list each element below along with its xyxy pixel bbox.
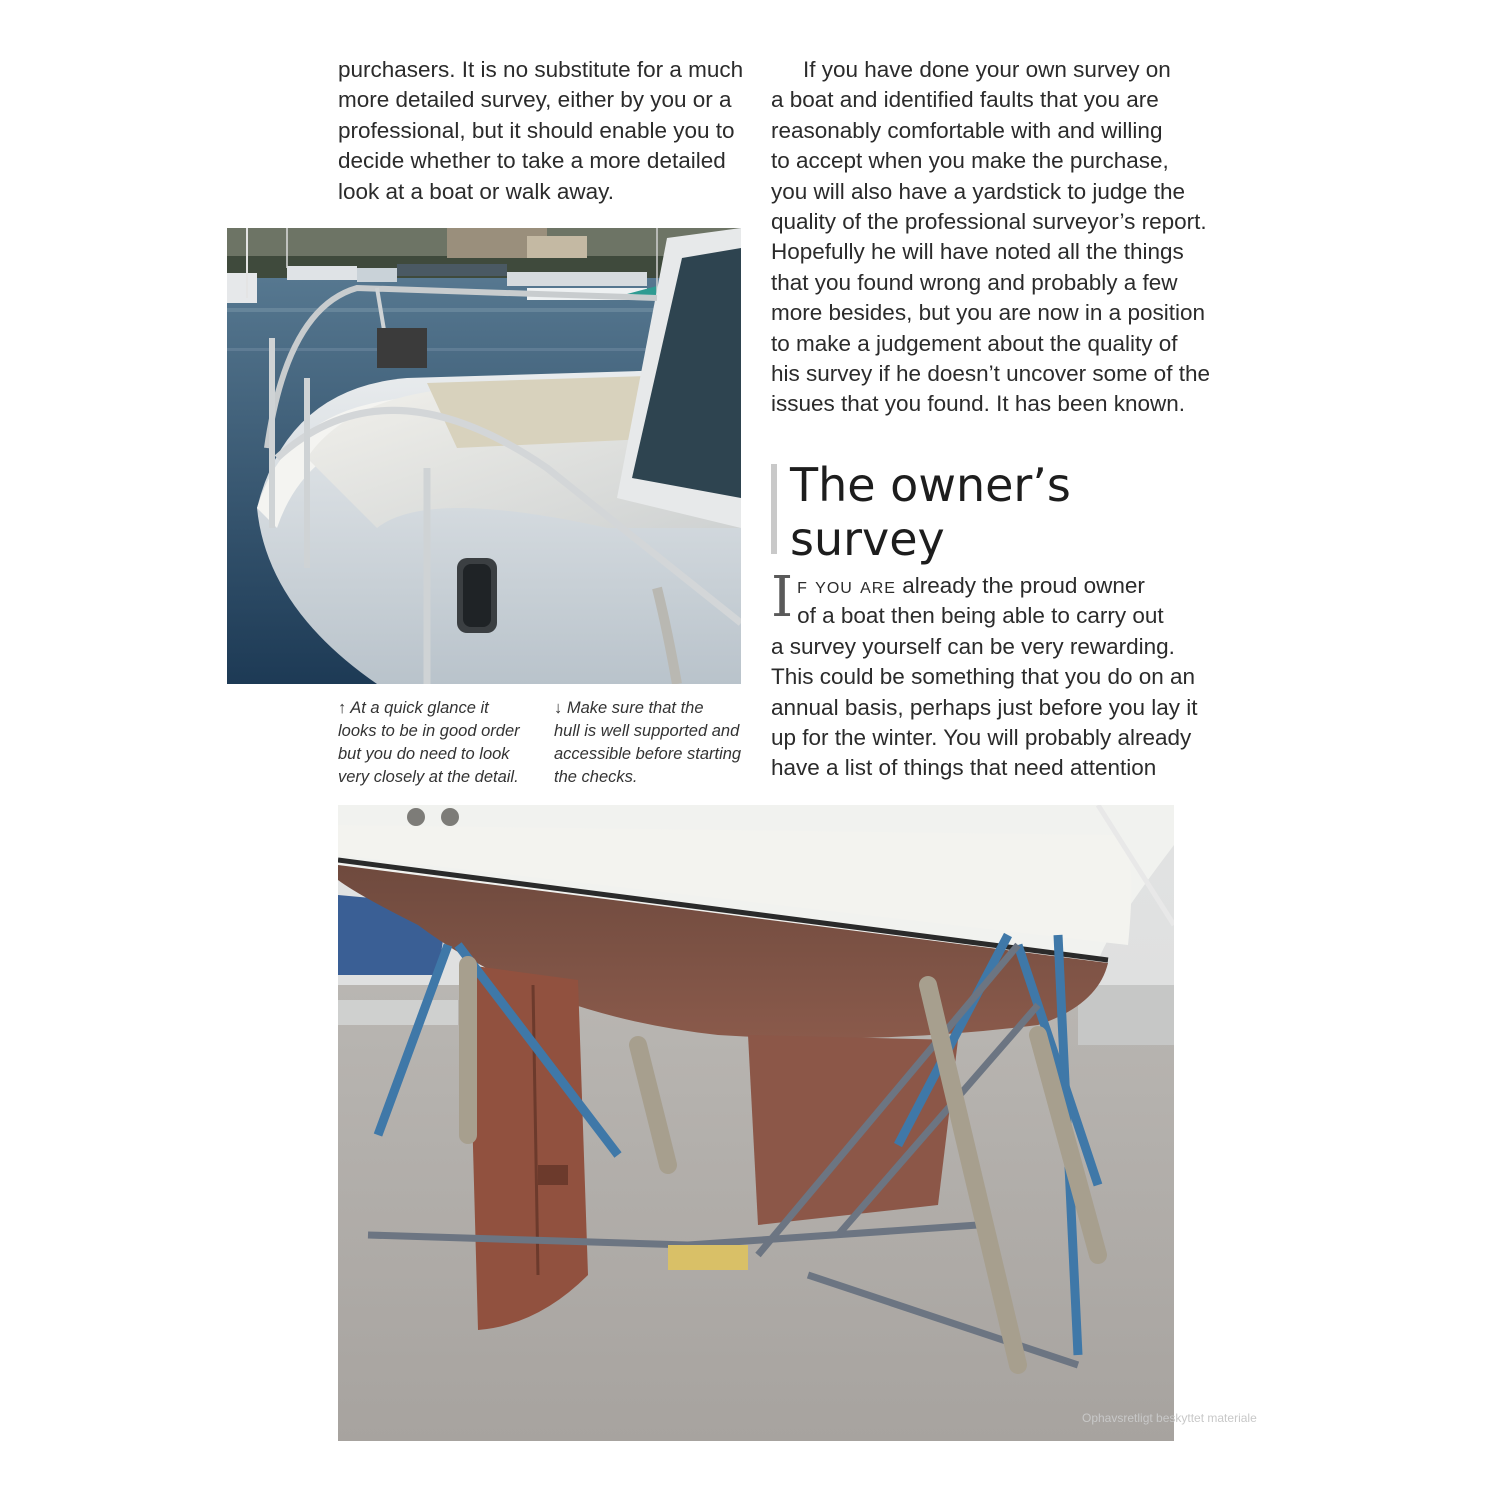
text-line: more besides, but you are now in a position (771, 300, 1206, 326)
text-line: a boat and identified faults that you are (771, 87, 1159, 113)
text-line: a survey yourself can be very rewarding. (771, 633, 1175, 659)
photo-caption-up (338, 697, 533, 789)
text-line: up for the winter. You will probably already (771, 725, 1192, 751)
section-title-line1: The owner’s (790, 458, 1071, 512)
text-line: purchasers. It is no substitute for a much (338, 57, 744, 82)
text-line: more detailed survey, either by you or a (338, 87, 732, 113)
section-body (771, 565, 1198, 784)
text-line: reasonably comfortable with and willing (771, 117, 1163, 143)
text-line: professional, but it should enable you to (338, 117, 735, 143)
watermark: Ophavsretligt beskyttet materiale (1082, 1411, 1257, 1425)
caption-line: At a quick glance it (350, 699, 489, 717)
caption-line: hull is well supported and (554, 722, 740, 740)
arrow-up-icon: ↑ (338, 699, 347, 717)
photo-caption-down (554, 697, 744, 789)
lead-in: f you are (797, 573, 896, 598)
section-title-line2: survey (790, 512, 945, 566)
arrow-down-icon: ↓ (554, 699, 563, 717)
text-line: to accept when you make the purchase, (771, 148, 1169, 174)
text-line: decide whether to take a more detailed (338, 148, 726, 174)
text-line: of a boat then being able to carry out (797, 603, 1164, 629)
text-line: quality of the professional surveyor’s report. (771, 209, 1207, 235)
marina-boat-photo (227, 228, 741, 684)
caption-line: very closely at the detail. (338, 768, 519, 786)
caption-line: but you do need to look (338, 745, 510, 763)
text-line: This could be something that you do on an (771, 664, 1196, 690)
caption-line: accessible before starting (554, 745, 742, 763)
drop-cap: I (771, 565, 794, 630)
hull-on-stands-photo (338, 805, 1174, 1441)
caption-line: Make sure that the (566, 699, 704, 717)
text-line: annual basis, perhaps just before you lay it (771, 694, 1198, 720)
section-title (790, 458, 1071, 566)
text-line: look at a boat or walk away. (338, 178, 614, 204)
text-line: his survey if he doesn’t uncover some of the (771, 361, 1210, 387)
text-line: to make a judgement about the quality of (771, 330, 1178, 356)
text-line: Hopefully he will have noted all the things (771, 239, 1184, 265)
right-column-paragraph (771, 55, 1210, 420)
text-line: If you have done your own survey on (803, 57, 1171, 82)
text-line: that you found wrong and probably a few (771, 269, 1178, 295)
text-line: issues that you found. It has been known. (771, 391, 1186, 417)
caption-line: looks to be in good order (338, 722, 520, 740)
heading-accent-bar (771, 464, 777, 554)
left-column-paragraph (338, 55, 744, 207)
text-line: have a list of things that need attention (771, 755, 1157, 781)
text-line: you will also have a yardstick to judge the (771, 178, 1185, 204)
text-line: already the proud owner (895, 573, 1145, 598)
caption-line: the checks. (554, 768, 638, 786)
